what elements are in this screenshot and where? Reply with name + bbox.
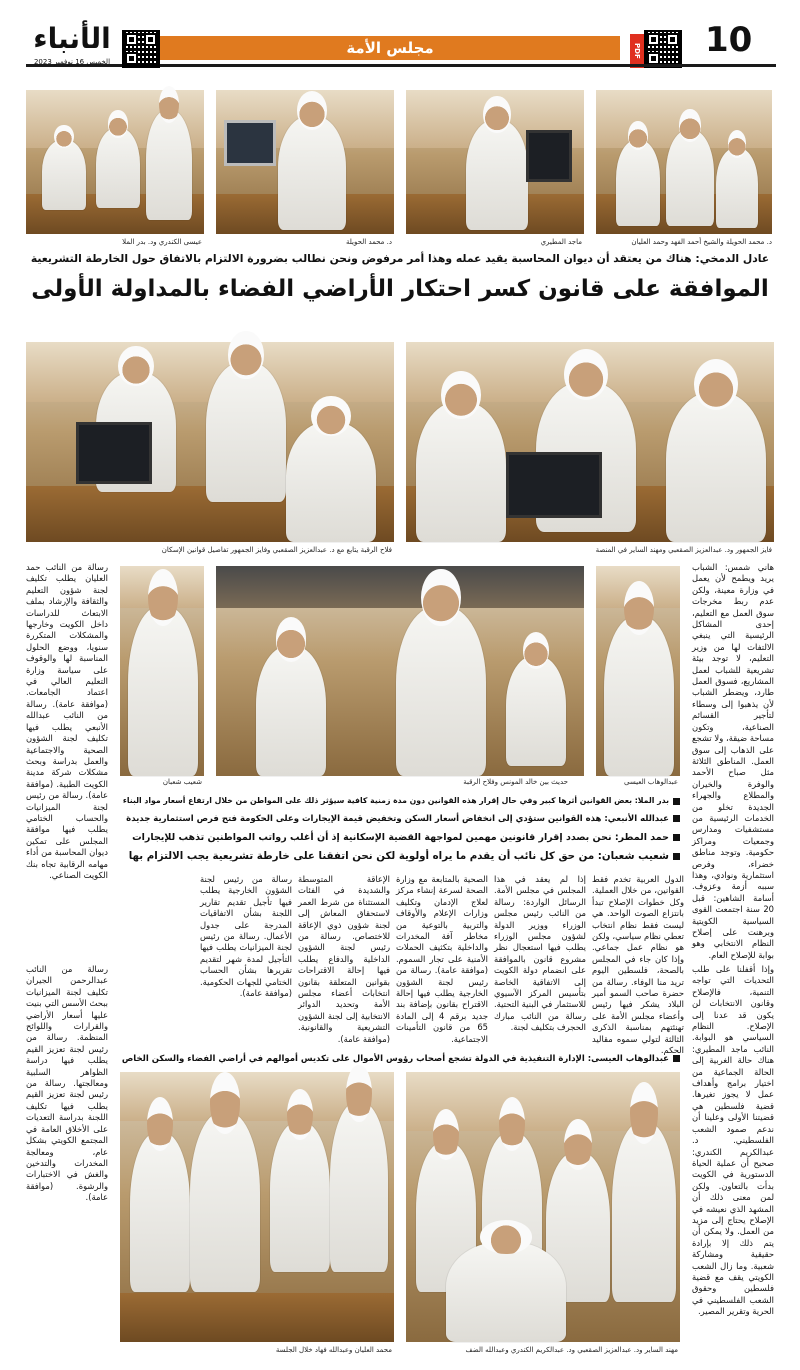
caption-row3-1: عبدالوهاب العيسى bbox=[624, 778, 678, 786]
text-col-mid-5: رسالة من رئيس لجنة الشؤون الخارجية يطلب فيها تأجيل تقديم تقارير اللجنة بشأن الاتفاقيات المدرجة على جدول الأعمال. رسالة من رئيس لجنة الميزانيات يطلب فيها التأجيل لمدة شهر لتقديم تقريرها بشأن الحساب الختامي للجهات الحكومية. (موافقة عامة). bbox=[200, 874, 292, 999]
issue-date: الخميس 16 نوفمبر 2023 bbox=[33, 58, 111, 66]
highlight-1: بدر الملا: بعض القوانين أثرها كبير وفي حال إقرار هذه القوانين دون مدة زمنية كافية سيؤثر ذلك على المواطن من خلال ارتفاع أسعار مواد البناء bbox=[120, 796, 680, 805]
photo-bottom-left bbox=[120, 1072, 394, 1342]
photo-mid-left bbox=[26, 342, 394, 542]
caption-top-2: ماجد المطيري bbox=[540, 238, 582, 246]
headline: الموافقة على قانون كسر احتكار الأراضي الفضاء بالمداولة الأولى bbox=[31, 276, 769, 302]
caption-top-4: عيسى الكندري ود. بدر الملا bbox=[122, 238, 202, 246]
highlight-4: شعيب شعبان: من حق كل نائب أن يقدم ما يراه أولوية لكن نحن اتفقنا على خارطة تشريعية يجب الالتزام بها bbox=[120, 850, 680, 862]
kicker: عادل الدمخي: هناك من يعتقد أن ديوان المحاسبة يقيد عمله وهذا أمر مرفوض ونحن نطالب بضرورة الالتزام بالاتفاق حول الخارطة التشريعية bbox=[30, 252, 770, 265]
caption-row3-2: حديث بين خالد المونس وفلاح الرقبة bbox=[463, 778, 568, 786]
photo-row3-3 bbox=[120, 566, 204, 776]
text-col-mid-2: إذا لم يعقد في هذا المجلس في مجلس الأمة. الرسائل الواردة: رسالة من النائب رئيس مجلس الوزراء ووزير الدولة لشؤون مجلس الوزراء يطلب فيها استعجال نظر مشروع قانون بالموافقة على انضمام دولة الكويت إلى الاتفاقية الخاصة بتأسيس المركز الآسيوي للاستثمار في البنية التحتية. رسالة من النائب مبارك الحجرف بتكليف لجنة. bbox=[494, 874, 586, 1033]
text-col-mid-3: الصحية بالمتابعة مع وزارة الصحة لسرعة إنشاء مركز لعلاج الإدمان وتكليف وزارات الإعلام والأوقاف والتربية بالتوعية من مخاطر آفة المخدرات والداخلية بتكثيف الحملات الأمنية على تجار السموم. (موافقة عامة). رسالة من رئيس لجنة الشؤون الخارجية يطلب فيها إحالة الاقتراح بقانون بإضافة بند جديد برقم 4 إلى المادة 65 من قانون التأمينات الاجتماعية. bbox=[396, 874, 489, 1044]
bullet-icon bbox=[673, 853, 680, 860]
subhead: عبدالوهاب العيسى: الإدارة التنفيذية في الدولة تشجع أصحاب رؤوس الأموال على تكديس أموالهم في أراضي الفضاء والسكن الخاص bbox=[120, 1054, 680, 1064]
photo-top-1 bbox=[596, 90, 772, 234]
bullet-icon bbox=[673, 815, 680, 822]
bullet-icon bbox=[673, 1055, 680, 1062]
newspaper-logo: الأنباء bbox=[33, 22, 111, 55]
highlight-2: عبدالله الأنبعي: هذه القوانين ستؤدي إلى انخفاض أسعار السكن وتخفيض قيمة الإيجارات وعلى الحكومة فتح فرص استثمارية جديدة bbox=[120, 814, 680, 824]
pdf-badge[interactable]: PDF bbox=[630, 34, 644, 68]
text-col-right-2: وإذا أقفلنا على طلب التحديات التي تواجه التنمية، فالإصلاح وقانون الانتخابات لن يكون قد عدنا إلى الإصلاح. النظام السياسي هو البوابة. النائب ماجد المطيري: هناك حالة الغربية إلى الحالة الجماعية من اختيار برامج وأهداف عمل لا يجوز تغيرها. قضية فلسطين هي قضيتنا الأولى وعلينا أن ندعم صمود الشعب الفلسطيني. د. عبدالكريم الكندري: صحيح أن عملية الحياة الدستورية في الكويت بدأت بالتعاون. ولكن لمن معنى ذلك أن المشهد الذي نعيشه في الإصلاح يحتاج إلى مزيد من العمل. ولا يمكن أن يتم ذلك إلا بإرادة حقيقية ومشاركة شعبية. وما زال الشعب الكويتي يقف مع قضية فلسطين وحقوق الشعب الفلسطيني في الحرية وتقرير المصير. bbox=[692, 964, 774, 1317]
page-number: 10 bbox=[705, 20, 753, 60]
caption-bottom-left: محمد العليان وعبدالله فهاد خلال الجلسة bbox=[275, 1346, 392, 1354]
caption-mid-left: فلاح الرقبة يتابع مع د. عبدالعزيز الصقعبي وفايز الجمهور تفاصيل قوانين الإسكان bbox=[161, 546, 392, 554]
caption-bottom-right: مهند الساير ود. عبدالعزيز الصقعبي ود. عبدالكريم الكندري وعبدالله الضف bbox=[465, 1346, 678, 1354]
bullet-icon bbox=[673, 798, 680, 805]
photo-mid-right bbox=[406, 342, 774, 542]
text-col-right: هاني شمس: الشباب يريد ويطمح لأن يعمل في وزارة معينة، ولكن عدم ربط مخرجات سوق العمل مع التعليم، إحدى المشاكل الرئيسية التي ينبغي الالتفات لها من وزير التعليم، لا توجد بيئة تشريعية للشباب لعمل المشاريع، فسوق العمل طارد، ويضطر الشباب لأن يذهبوا إلى وسطاء لتأجير القسائم الصناعية، وتكون مساحة ضيقة، ولا تشجع على الذهاب إلى سوق العمل. المناطق الثلاثة مثل صباح الأحمد والوفرة والخيران والمطلاع والجهراء الجديدة تخلو من الخدمات الرئيسية من مستشفيات ومدارس وجمعيات ومراكز حكومية. وتوجد مناطق خضراء، وفرص استثمارية ونوادي، وهذا سببه أزمة وعزوف. أسامة الشاهين: قبل 20 سنة اجتمعت القوى السياسية الكويتية وبرهنت على إصلاح النظام الانتخابي وهو بوابة للإصلاح العام. bbox=[692, 562, 774, 960]
section-title: مجلس الأمة bbox=[346, 39, 434, 57]
photo-row3-1 bbox=[596, 566, 680, 776]
qr-code-left[interactable] bbox=[122, 30, 160, 68]
photo-top-2 bbox=[406, 90, 584, 234]
photo-top-4 bbox=[26, 90, 204, 234]
photo-row3-2 bbox=[216, 566, 584, 776]
caption-top-3: د. محمد الحويلة bbox=[345, 238, 392, 246]
text-col-mid-4: الإعاقة المتوسطة والشديدة في الفئات المستثناة من شرط العمر لاستحقاق المعاش إلى لجنة شؤون ذوي الإعاقة للاختصاص. رسالة من رئيس لجنة الشؤون الداخلية والدفاع يطلب فيها إحالة الاقتراحات بقوانين المتعلقة بقانون انتخابات أعضاء مجلس الأمة وتحديد الدوائر الانتخابية إلى لجنة الشؤون التشريعية والقانونية. (موافقة عامة). bbox=[298, 874, 390, 1044]
caption-mid-right: فايز الجمهور ود. عبدالعزيز الصقعبي ومهند الساير في المنصة bbox=[595, 546, 772, 554]
text-col-mid-1: الدول العربية تخدم فقط القوانين، من خلال العملية. وكل خطوات الإصلاح تبدأ بانتزاع الصوت الواحد. هي ليست فقط نظام انتخاب تعطي نظام سياسي، ولكن هو نظام عمل جماعي. وإذا كان جاء في المجلس بالصحة، فلسطين اليوم تريد منا الوفاء. رسالة من حضرة صاحب السمو أمير البلاد يشكر فيها رئيس وأعضاء مجلس الأمة على تهنئتهم بمناسبة الذكرى الثالثة لتولي سموه مقاليد الحكم. bbox=[592, 874, 684, 1056]
highlight-3: حمد المطر: نحن بصدد إقرار قانونين مهمين لمواجهة القضية الإسكانية إذ أن أغلب رواتب المواطنين تذهب للإيجارات bbox=[120, 832, 680, 843]
bullet-icon bbox=[673, 834, 680, 841]
caption-row3-3: شعيب شعبان bbox=[162, 778, 202, 786]
text-col-left: رسالة من النائب حمد العليان يطلب تكليف لجنة شؤون التعليم والثقافة والإرشاد بملف الابتعاث للدراسات داخل الكويت وخارجها والمشكلات المتكررة سنويا، ووضع الحلول المناسبة لها والوقوف على سياسة وزارة التعليم العالي في اعتماد الجامعات. (موافقة عامة). رسالة من النائب عبدالله الأنبعي يطلب فيها تكليف لجنة الشؤون الصحية والاجتماعية والعمل بدراسة وبحث مشكلات شركة مدينة الكويت الطبية. (موافقة عامة). رسالة من رئيس لجنة الميزانيات والحساب الختامي يطلب فيها موافقة المجلس على تمكين ديوان المحاسبة من أداء مهامه الرقابية تجاه بنك الكويت الصناعي. bbox=[26, 562, 108, 880]
photo-bottom-right bbox=[406, 1072, 680, 1342]
photo-top-3 bbox=[216, 90, 394, 234]
qr-code-right[interactable] bbox=[644, 30, 682, 68]
caption-top-1: د. محمد الحويلة والشيخ أحمد الفهد وحمد العليان bbox=[631, 238, 772, 246]
text-col-left-2: رسالة من النائب عبدالرحمن الجيران تكليف لجنة الميزانيات ببحث الأسس التي بنيت عليها أسعار الأراضي والقرارات واللوائح المنظمة. رسالة من رئيس لجنة تعزيز القيم يطلب فيها دراسة الظواهر السلبية ومعالجتها. رسالة من رئيس لجنة تعزيز القيم يطلب فيها تكليف اللجنة بدراسة التعديات على الأخلاق العامة في المجتمع الكويتي بشكل عام، ومعالجة المخدرات والتدخين والغش في الاختبارات والرشوة. (موافقة عامة). bbox=[26, 964, 108, 1203]
